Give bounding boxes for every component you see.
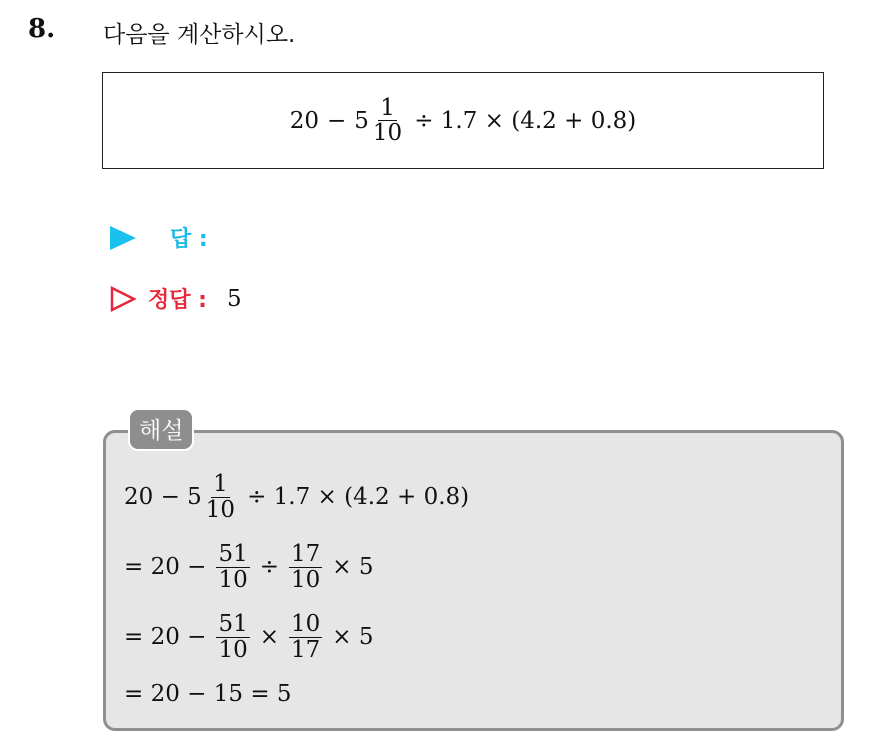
- fraction-denominator: 10: [372, 120, 403, 146]
- correct-answer-value: 5: [226, 285, 242, 312]
- solution-step-2: [124, 532, 374, 602]
- fraction-denominator: 10: [205, 496, 236, 523]
- step-fraction: [216, 542, 249, 591]
- solution-step-4: [124, 672, 292, 716]
- solution-steps: [124, 462, 469, 716]
- step-fraction: [289, 542, 322, 591]
- problem-term: 20: [289, 107, 319, 134]
- step-text: ÷ 1.7 × (4.2 + 0.8): [247, 484, 470, 510]
- fraction-denominator: 10: [291, 566, 321, 593]
- fraction-denominator: 10: [218, 636, 248, 663]
- fraction-numerator: 10: [291, 611, 321, 638]
- problem-box: [102, 72, 824, 169]
- fraction-numerator: 1: [213, 471, 228, 498]
- step-text: 20 − 5: [124, 484, 202, 510]
- correct-answer-label: 정답 :: [148, 288, 207, 313]
- step-fraction: [289, 612, 322, 661]
- outline-triangle-icon: [110, 286, 136, 312]
- problem-rest: ÷ 1.7 × (4.2 + 0.8): [414, 107, 637, 134]
- step-text: × 5: [332, 554, 374, 580]
- step-operator: ÷: [259, 554, 279, 580]
- step-fraction: [204, 472, 237, 521]
- explanation-tag: 해설: [128, 408, 194, 451]
- fraction-denominator: 17: [291, 636, 321, 663]
- solution-step-3: [124, 602, 374, 672]
- solution-step-1: [124, 462, 469, 532]
- answer-row: [110, 222, 208, 253]
- step-text: = 20 −: [124, 554, 207, 580]
- step-operator: ×: [259, 624, 279, 650]
- step-text: × 5: [332, 624, 374, 650]
- fraction-numerator: 1: [380, 94, 395, 121]
- mixed-fraction: [371, 96, 404, 145]
- fraction-numerator: 51: [218, 541, 248, 568]
- fraction-numerator: 17: [291, 541, 321, 568]
- step-fraction: [216, 612, 249, 661]
- step-text: = 20 − 15 = 5: [124, 681, 292, 707]
- answer-label: 답 :: [170, 227, 208, 252]
- problem-expression: [290, 96, 637, 145]
- question-number: 8.: [28, 14, 56, 44]
- question-text: 다음을 계산하시오.: [103, 22, 296, 48]
- filled-triangle-icon: [110, 226, 136, 250]
- mixed-whole: 5: [354, 107, 369, 134]
- fraction-denominator: 10: [218, 566, 248, 593]
- minus-sign: −: [327, 107, 347, 134]
- step-text: = 20 −: [124, 624, 207, 650]
- correct-answer-row: [110, 283, 242, 314]
- fraction-numerator: 51: [218, 611, 248, 638]
